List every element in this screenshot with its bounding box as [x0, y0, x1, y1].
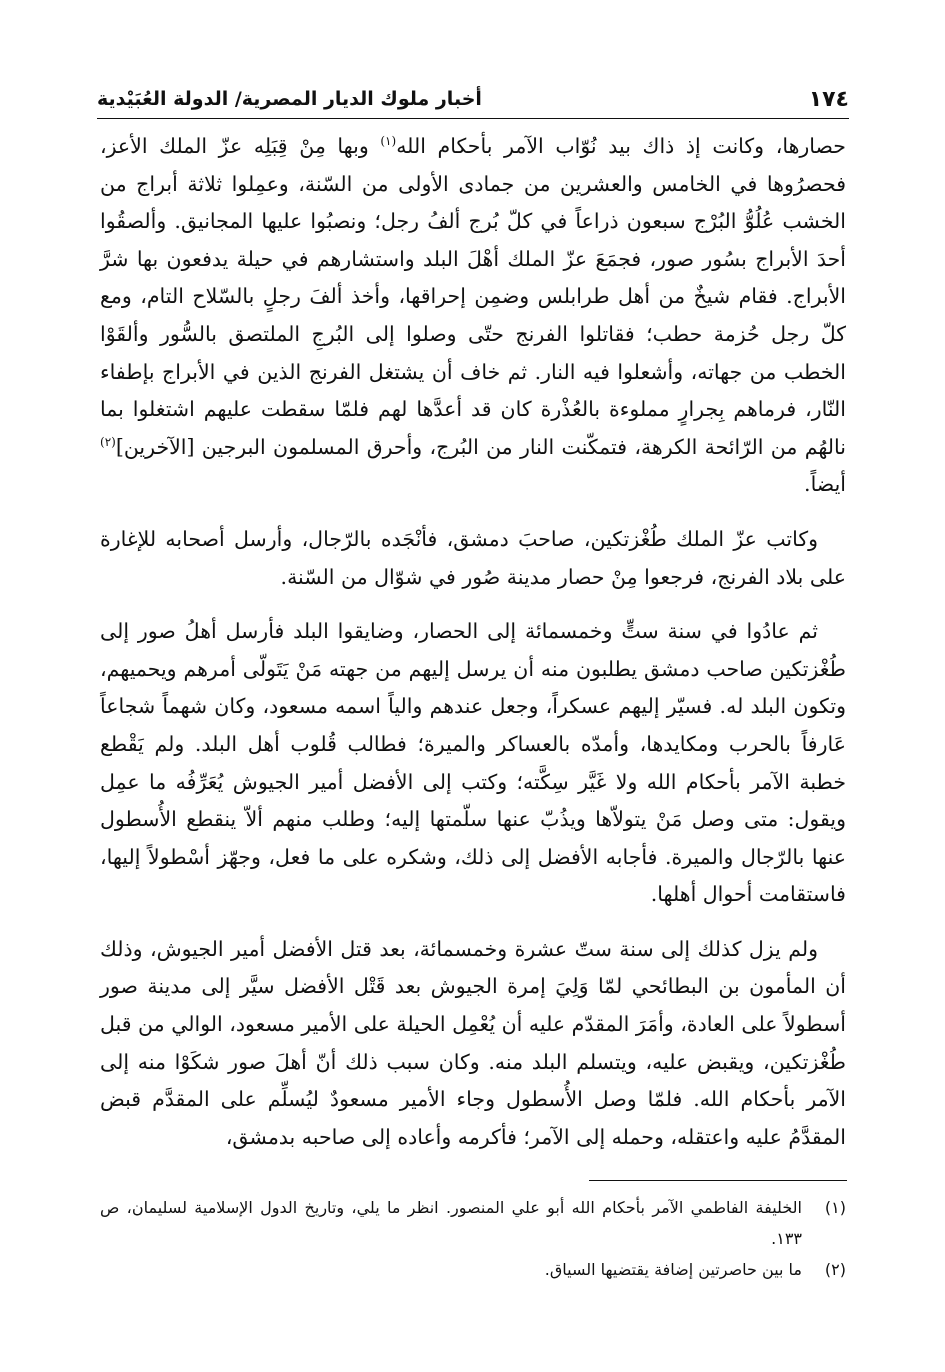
paragraph-3: ثم عادُوا في سنة ستٍّ وخمسمائة إلى الحصار، وضايقوا البلد فأرسل أهلُ صور إلى طُغْزتكين صاحب دمشق يطلبون منه أن يرسل إليهم من جهته مَنْ يَتَولّى أمرهم ويحميهم، وتكون البلد له. فسيّر إليهم عسكراً، وجعل عندهم والياً اسمه مسعود، وكان شهماً شجاعاً عَارفاً بالحرب ومكايدها، وأمدّه بالعساكر والميرة؛ فطالب قُلوب أهل البلد. ولم يَقْطع خطبة الآمر بأحكام الله ولا غَيَّر سِكَّته؛ وكتب إلى الأفضل أمير الجيوش يُعَرِّفُه ما عمِل ويقول: متى وصل مَنْ يتولاّها ويذُبّ عنها سلّمتها إليه؛ وطلب منهم ألاّ ينقطع الأُسطول عنها بالرّجال والميرة. فأجابه الأفضل إلى ذلك، وشكره على ما فعل، وجهّز أسْطولاً إليها، فاستقامت أحوال أهلها. [100, 619, 846, 907]
footnote-ref-2: (٢) [100, 434, 116, 449]
footnote-text: ما بين حاصرتين إضافة يقتضيها السياق. [544, 1260, 802, 1279]
paragraph-2: وكاتب عزّ الملك طُغْزتكين، صاحبَ دمشق، فأنْجَده بالرّجال، وأرسل أصحابه للإغارة على بلاد الفرنج، فرجعوا مِنْ حصار مدينة صُور في شوّال من السّنة. [100, 526, 846, 589]
footnotes [100, 1192, 846, 1285]
running-title: أخبار ملوك الديار المصرية/ الدولة العُبَيْدية [97, 88, 482, 110]
page-header [97, 84, 849, 114]
footnote-1 [100, 1192, 846, 1254]
footnote-number: (٢) [824, 1260, 846, 1279]
footnote-rule [589, 1180, 847, 1181]
page-number: ١٧٤ [808, 86, 849, 112]
footnote-2 [100, 1254, 846, 1285]
paragraph-text: أيضاً. [804, 472, 846, 497]
paragraph-4: ولم يزل كذلك إلى سنة ستّ عشرة وخمسمائة، بعد قتل الأفضل أمير الجيوش، وذلك أن المأمون بن البطائحي لمّا وَلِيَ إمرة الجيوش بعد قَتْل الأفضل سيَّر إلى مدينة صور أسطولاً على العادة، وأمَرَ المقدّم عليه أن يُعْمِل الحيلة على الأمير مسعود، الوالي من قبل طُغْزتكين، ويقبض عليه، ويتسلم البلد منه. وكان سبب ذلك أنّ أهلَ صور شكَوْا منه إلى الآمر بأحكام الله. فلمّا وصل الأُسطول وجاء الأمير مسعودٌ ليُسلِّم على المقدَّم قبض المقدَّمُ عليه واعتقله، وحمله إلى الآمر؛ فأكرمه وأعاده إلى صاحبه بدمشق، [100, 936, 846, 1149]
paragraph-text: وبها مِنْ قِبَلِه عزّ الملك الأعز، فحصرُوها في الخامس والعشرين من جمادى الأولى من السّنة، وعمِلوا ثلاثة أبراج من الخشب عُلُوُّ البُرْج سبعون ذراعاً في كلّ بُرج ألفُ رجل؛ ونصبُوا عليها المجانيق. وألصقُوا أحدَ الأبراج بسُور صور، فجمَعَ عزّ الملك أهْلَ البلد واستشارهم في حيلة يدفعون بها شرَّ الأبراج. فقام شيخٌ من أهل طرابلس وضمِن إحراقها، وأخذ ألفَ رجلٍ بالسّلاح التام، ومع كلّ رجل حُزمة حطب؛ فقاتلوا الفرنج حتّى وصلوا إلى البُرجِ الملتصق بالسُّور وألقَوْا الخطب من جهاته، وأشعلوا فيه النار. ثم خاف أن يشتغل الفرنج الذين في الأبراج بإطفاء النّار، فرماهم بِجرارٍ مملوءة بالعُذْرة كان قد أعدَّها لهم فلمّا سقطت عليهم اشتغلوا بما نالهُم من الرّائحة الكرهة، فتمكّنت النار من البُرج، وأحرق المسلمون البرجين [الآخرين] [100, 134, 846, 459]
main-text [100, 128, 846, 1156]
footnote-number: (١) [824, 1198, 846, 1217]
footnote-ref-1: (١) [380, 134, 397, 149]
paragraph-1 [100, 128, 846, 504]
paragraph-text: حصارها، وكانت إذ ذاك بيد نُوّاب الآمر بأحكام الله [396, 134, 846, 158]
footnote-text: الخليفة الفاطمي الآمر بأحكام الله أبو علي المنصور. انظر ما يلي، وتاريخ الدول الإسلامية لسليمان، ص ١٣٣. [100, 1198, 802, 1248]
header-rule [97, 118, 849, 119]
